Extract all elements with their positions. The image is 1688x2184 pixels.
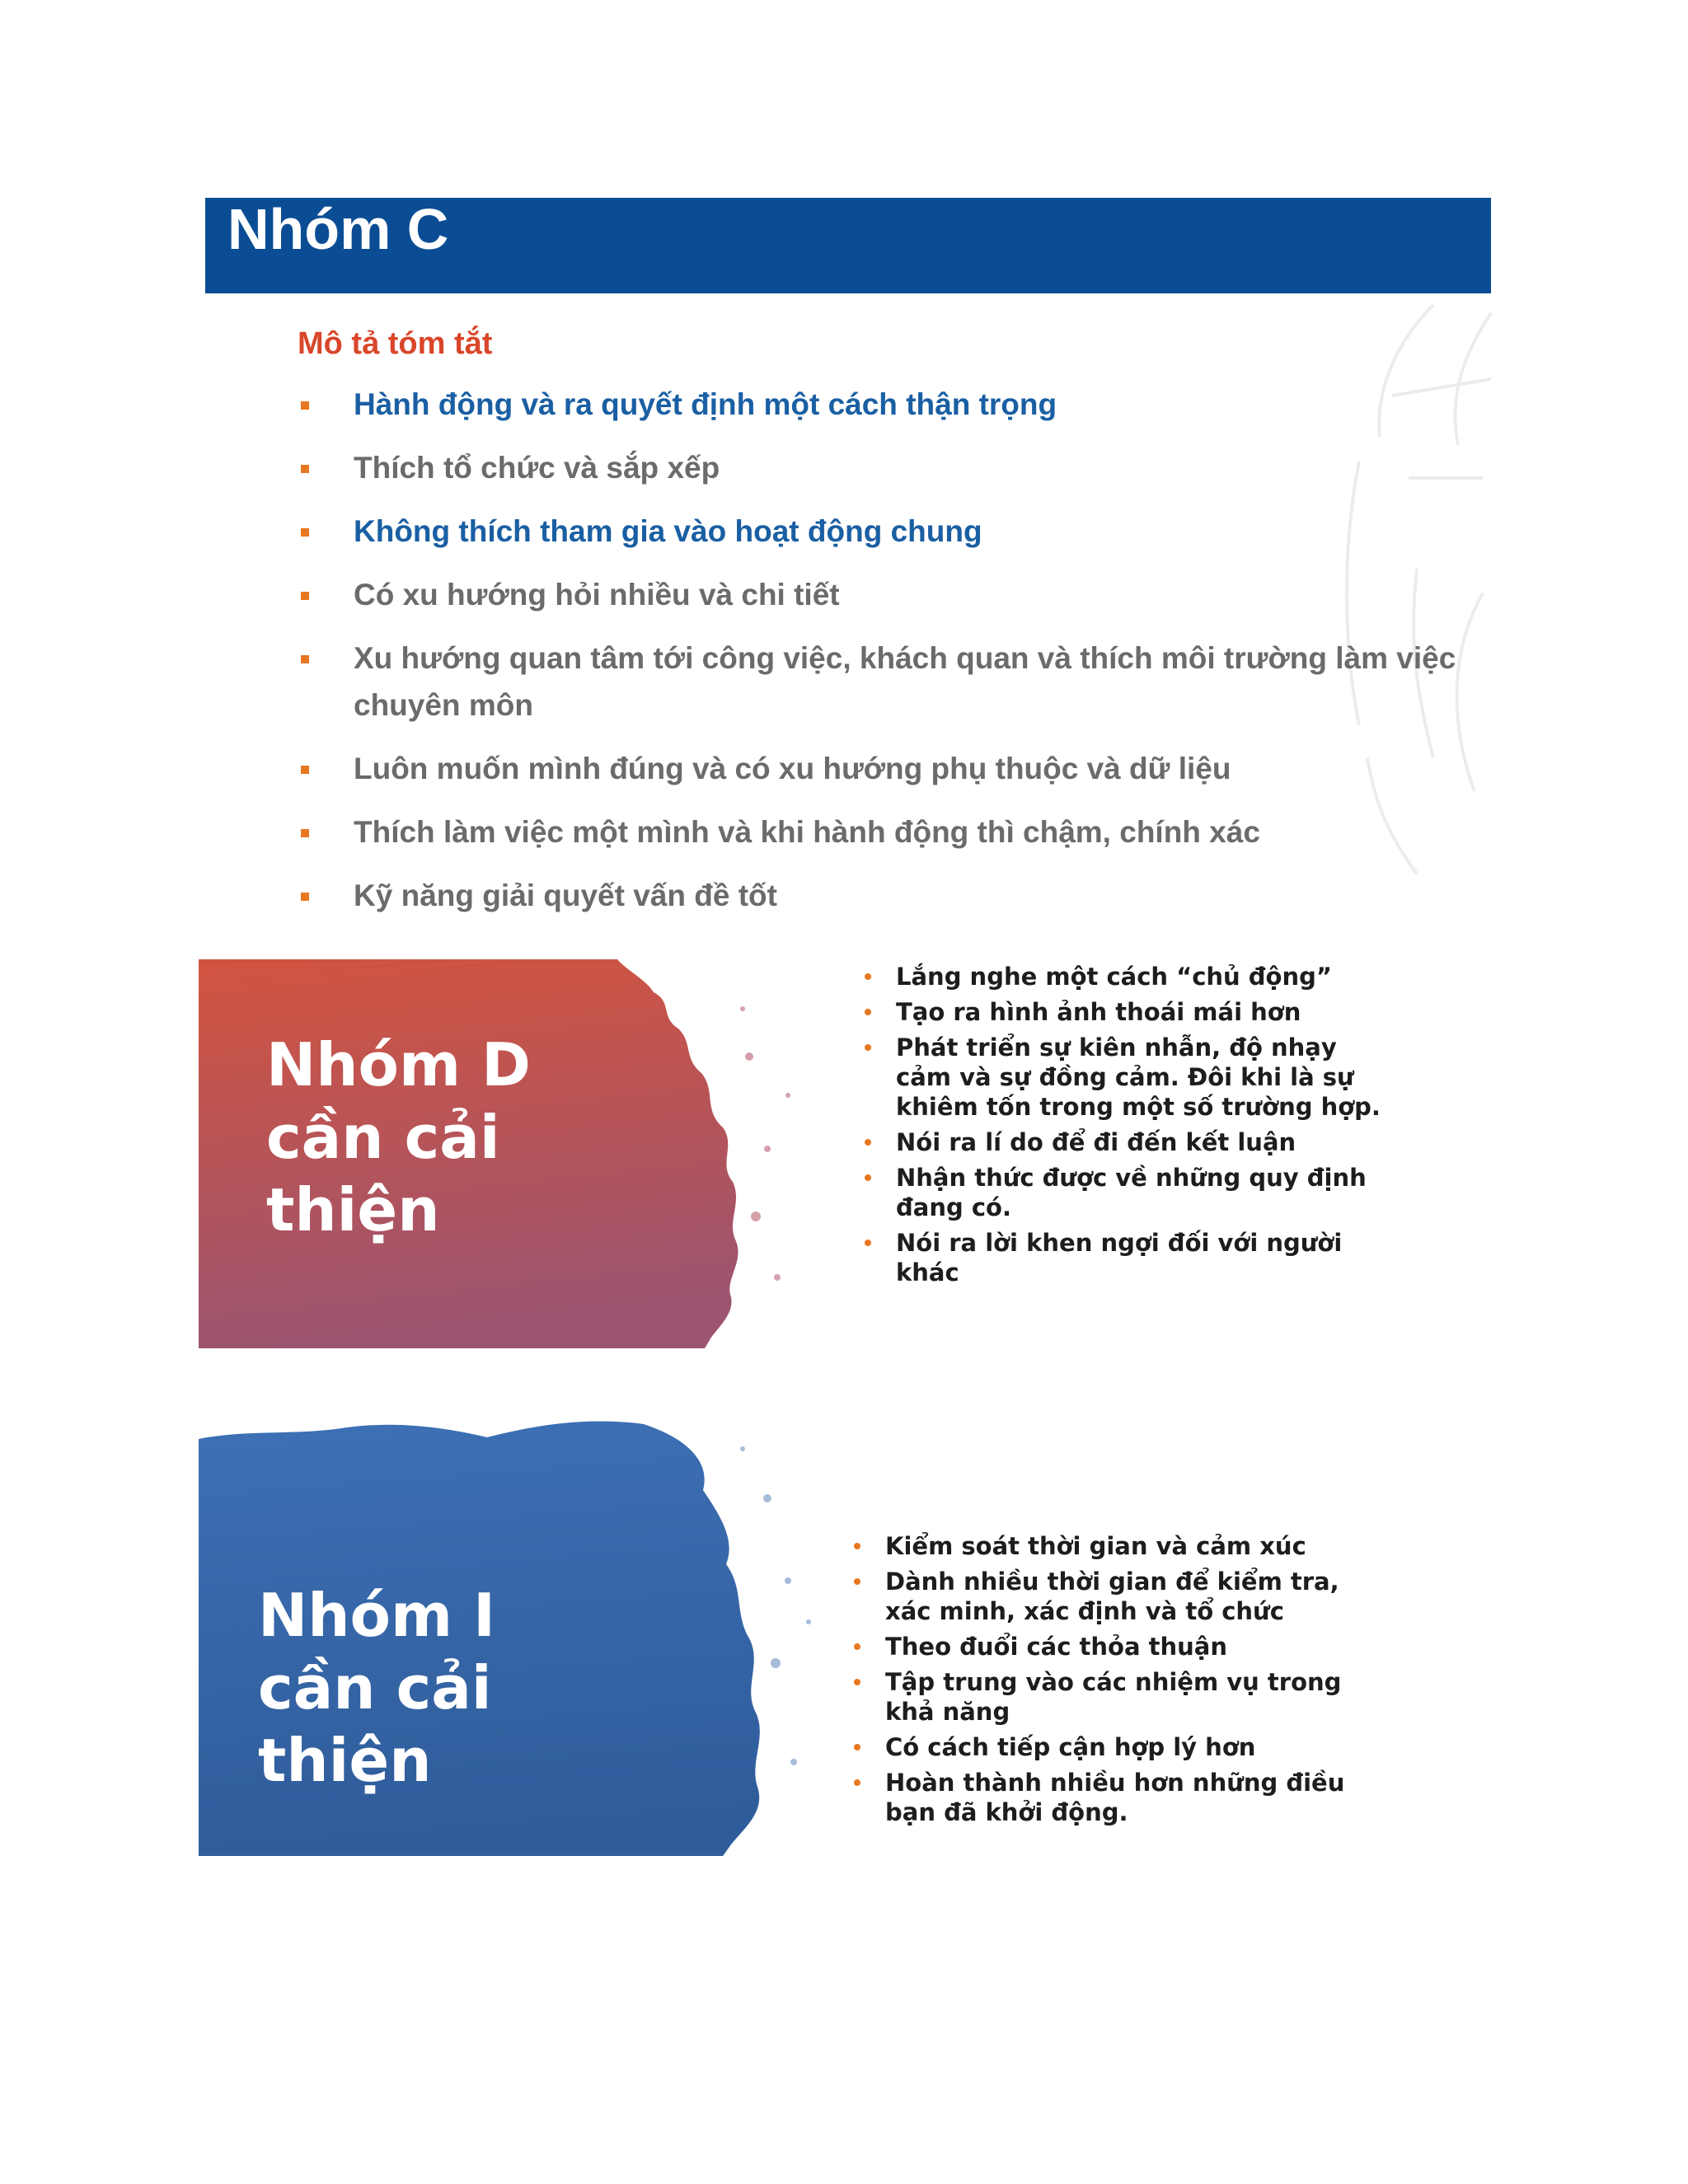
bullet-icon xyxy=(865,1044,871,1051)
slide-group-d-improvement xyxy=(199,959,1435,1348)
panel-title: Nhóm I cần cải thiện xyxy=(258,1581,495,1795)
bullet-icon xyxy=(301,766,309,774)
summary-subtitle: Mô tả tóm tắt xyxy=(298,326,493,361)
bullet-icon xyxy=(301,401,309,410)
list-item: Phát triển sự kiên nhẫn, độ nhạy cảm và sự đồng cảm. Đôi khi là sự khiêm tốn trong một số trường hợp. xyxy=(858,1033,1386,1122)
list-item: Có xu hướng hỏi nhiều và chi tiết xyxy=(298,571,1493,618)
list-item: Nhận thức được về những quy định đang có. xyxy=(858,1163,1386,1222)
bullet-icon xyxy=(854,1643,860,1650)
list-item: Tập trung vào các nhiệm vụ trong khả năng xyxy=(847,1667,1375,1727)
bullet-icon xyxy=(865,1009,871,1015)
bullet-icon xyxy=(854,1779,860,1786)
panel-title: Nhóm D cần cải thiện xyxy=(266,1030,531,1244)
bullet-icon xyxy=(854,1679,860,1685)
bullet-icon xyxy=(301,592,309,600)
list-item: Hành động và ra quyết định một cách thận trọng xyxy=(298,381,1493,428)
list-item: Không thích tham gia vào hoạt động chung xyxy=(298,508,1493,555)
bullet-icon xyxy=(854,1578,860,1585)
list-item: Tạo ra hình ảnh thoái mái hơn xyxy=(858,997,1386,1027)
bullet-icon xyxy=(865,1240,871,1246)
list-item: Theo đuổi các thỏa thuận xyxy=(847,1632,1375,1661)
list-item: Hoàn thành nhiều hơn những điều bạn đã khởi động. xyxy=(847,1768,1375,1827)
bullet-icon xyxy=(301,465,309,473)
bullet-icon xyxy=(865,1174,871,1181)
list-item: Dành nhiều thời gian để kiểm tra, xác minh, xác định và tổ chức xyxy=(847,1567,1375,1626)
list-item: Kiểm soát thời gian và cảm xúc xyxy=(847,1531,1375,1561)
slide-group-i-improvement xyxy=(199,1416,1435,1856)
bullet-icon xyxy=(865,973,871,980)
bullet-icon xyxy=(865,1139,871,1146)
list-item: Luôn muốn mình đúng và có xu hướng phụ thuộc và dữ liệu xyxy=(298,745,1493,792)
bullet-icon xyxy=(854,1744,860,1750)
list-item: Nói ra lí do để đi đến kết luận xyxy=(858,1127,1386,1157)
bullet-icon xyxy=(301,528,309,537)
list-item: Có cách tiếp cận hợp lý hơn xyxy=(847,1732,1375,1762)
group-i-tip-list xyxy=(847,1531,1375,1833)
list-item: Nói ra lời khen ngợi đối với người khác xyxy=(858,1228,1386,1287)
list-item: Lắng nghe một cách “chủ động” xyxy=(858,962,1386,991)
bullet-icon xyxy=(854,1543,860,1549)
list-item: Xu hướng quan tâm tới công việc, khách quan và thích môi trường làm việc chuyên môn xyxy=(298,635,1493,729)
list-item: Thích tổ chức và sắp xếp xyxy=(298,444,1493,491)
slide-title: Nhóm C xyxy=(227,197,449,261)
list-item: Thích làm việc một mình và khi hành động thì chậm, chính xác xyxy=(298,808,1493,855)
bullet-icon xyxy=(301,893,309,901)
list-item: Kỹ năng giải quyết vấn đề tốt xyxy=(298,872,1493,919)
group-d-tip-list xyxy=(858,962,1386,1293)
slide-group-c xyxy=(205,197,1491,912)
bullet-icon xyxy=(301,655,309,663)
group-c-trait-list xyxy=(298,381,1493,935)
bullet-icon xyxy=(301,829,309,837)
